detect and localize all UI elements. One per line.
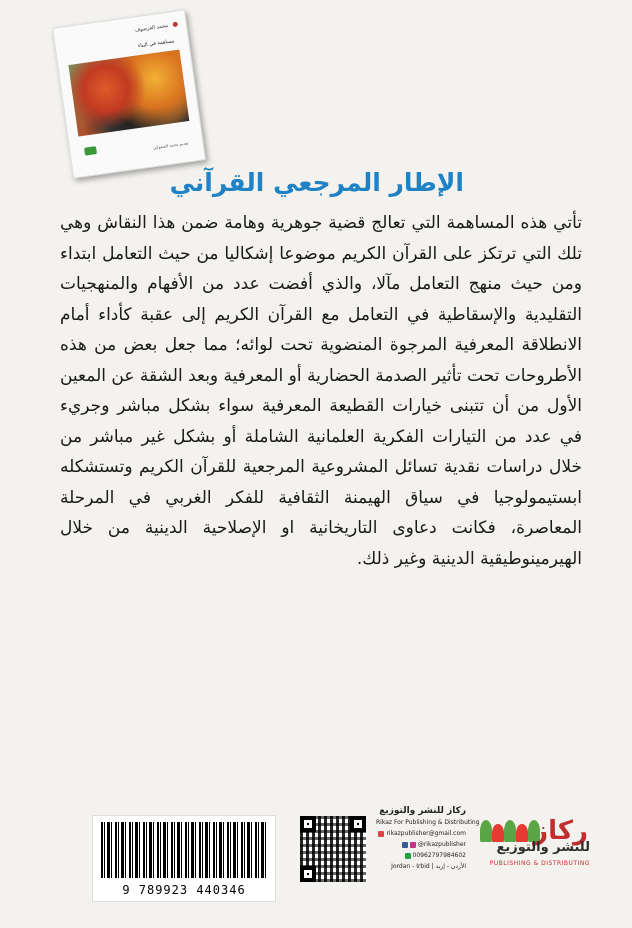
blurb-paragraph: تأتي هذه المساهمة التي تعالج قضية جوهرية وهامة ضمن هذا النقاش وهي تلك التي ترتكز على القرآن الكريم موضوعا إشكاليا من حيث التعامل ابتداء ومن حيث منهج التعامل مآلا، والذي أفضت عدد من الأفهام والمنهجيات التقليدية والإسقاطية في التعامل مع القرآن الكريم إلى عقبة كأداء أمام الانطلاقة المعرفية المرجوة المنضوية تحت لوائه؛ مما جعل بعض من هذه الأطروحات تحت تأثير الصدمة الحضارية أو المعرفية وبعد الشقة عن المعين الأول من أن تتبنى خيارات القطيعة المعرفية سواء بشكل مباشر وجريء في عدد من التيارات الفكرية العلمانية الشاملة أو بشكل غير مباشر من خلال دراسات نقدية تسائل المشروعية المرجعية للقرآن الكريم وتستشكله ابستيمولوجيا في سياق الهيمنة الثقافية للفكر الغربي في المرحلة المعاصرة، فكانت دعاوى التاريخانية او الإصلاحية الدينية من خلال الهيرمينوطيقية الدينية وغير ذلك. bbox=[59, 213, 582, 569]
logo-wordmark: ركاز bbox=[533, 816, 588, 846]
thumbnail-artwork bbox=[68, 50, 189, 137]
instagram-icon bbox=[410, 842, 416, 848]
thumbnail-logo-icon bbox=[84, 146, 97, 156]
page-title: الإطار المرجعي القرآني bbox=[169, 168, 464, 197]
isbn-barcode bbox=[92, 815, 276, 902]
thumbnail-title: مساهمة في البناء bbox=[137, 38, 175, 50]
thumbnail-author: محمد الغرضوف bbox=[134, 22, 169, 34]
location-ar: الأردن - إربد bbox=[435, 863, 466, 870]
publisher-phone: 00962797984602 bbox=[412, 852, 466, 859]
book-cover-thumbnail bbox=[52, 9, 206, 178]
publisher-name-en: Rikaz For Publishing & Distributing bbox=[376, 819, 480, 826]
social-row bbox=[376, 839, 466, 850]
location-en: Jordan - Irbid bbox=[391, 863, 430, 870]
isbn-number: 9 789923 440346 bbox=[122, 883, 246, 897]
thumbnail-subtitle: تقديم محمد الغنفوكي bbox=[152, 140, 189, 151]
qr-code bbox=[300, 816, 366, 882]
publisher-email: rikazpublisher@gmail.com bbox=[386, 830, 466, 837]
barcode-bars bbox=[101, 822, 267, 878]
logo-english-tagline: PUBLISHING & DISTRIBUTING bbox=[489, 860, 590, 867]
logo-arabic-tagline: للنشر والتوزيع bbox=[496, 840, 590, 855]
publisher-social: @rikazpublisher bbox=[417, 841, 466, 848]
email-icon bbox=[378, 831, 384, 837]
publisher-contact-info bbox=[376, 806, 480, 872]
facebook-icon bbox=[402, 842, 408, 848]
whatsapp-icon bbox=[405, 853, 411, 859]
publisher-name-ar: ركاز للنشر والتوزيع bbox=[379, 806, 466, 816]
phone-row bbox=[376, 850, 466, 861]
email-row bbox=[376, 828, 466, 839]
publisher-logo bbox=[472, 804, 590, 890]
red-dot-icon bbox=[172, 22, 178, 28]
location-row: Jordan - Irbid | الأردن - إربد bbox=[391, 863, 466, 870]
